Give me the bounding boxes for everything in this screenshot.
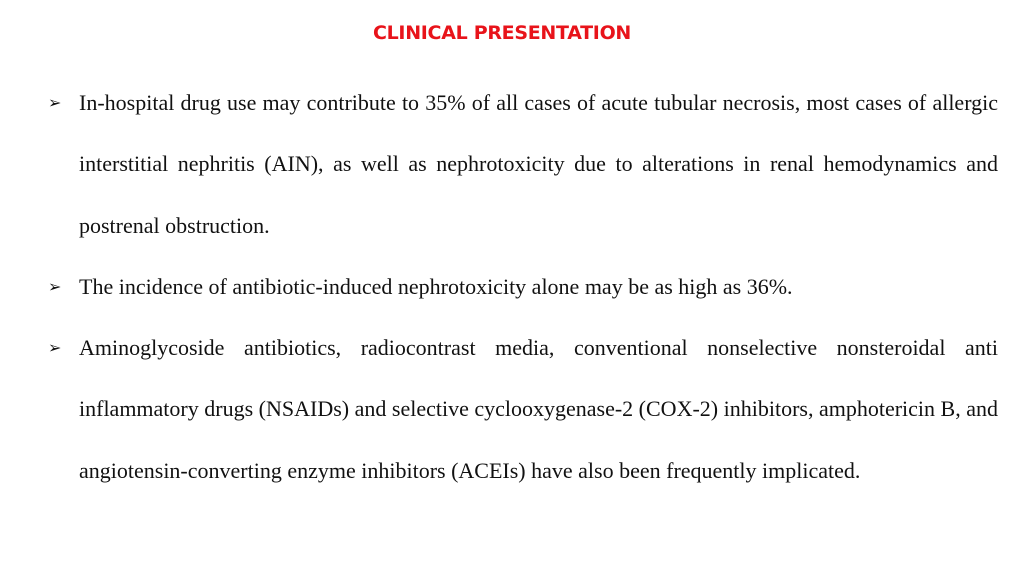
- bullet-text: In-hospital drug use may contribute to 35% of all cases of acute tubular necrosis, most cases of allergic interstitial nephritis (AIN), as well as nephrotoxicity due to alterations in renal hemodynamics and postrenal obstruction.: [79, 90, 998, 238]
- bullet-list: [48, 72, 998, 501]
- arrow-bullet-icon: ➢: [48, 93, 62, 112]
- bullet-item: [48, 256, 998, 317]
- bullet-item: [48, 72, 998, 256]
- bullet-text: Aminoglycoside antibiotics, radiocontrast media, conventional nonselective nonsteroidal anti inflammatory drugs (NSAIDs) and selective cyclooxygenase-2 (COX-2) inhibitors, amphotericin B, and angiotensin-converting enzyme inhibitors (ACEIs) have also been frequently implicated.: [79, 335, 998, 483]
- bullet-item: [48, 317, 998, 501]
- arrow-bullet-icon: ➢: [48, 276, 62, 296]
- bullet-text: The incidence of antibiotic-induced nephrotoxicity alone may be as high as 36%.: [79, 273, 793, 299]
- slide-title: CLINICAL PRESENTATION: [372, 22, 632, 44]
- arrow-bullet-icon: ➢: [48, 338, 62, 358]
